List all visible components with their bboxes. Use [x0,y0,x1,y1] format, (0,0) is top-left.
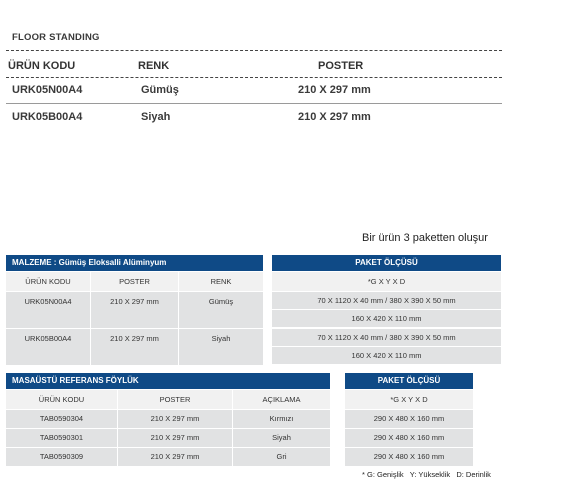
material-row-color: Gümüş [179,292,263,328]
material-col-header-code: ÜRÜN KODU [6,272,90,291]
section-title: FLOOR STANDING [12,32,100,43]
row-color: Siyah [141,111,171,123]
desktop-row-code: TAB0590301 [6,429,117,447]
divider [6,50,502,51]
package-size-row: 160 X 420 X 110 mm [272,347,501,364]
package-size-row: 70 X 1120 X 40 mm / 380 X 390 X 50 mm [272,292,501,309]
desktop-col-header-desc: AÇIKLAMA [233,390,330,409]
col-header-color: RENK [138,60,170,72]
row-divider [6,103,502,104]
desktop-row-poster: 210 X 297 mm [118,448,232,466]
desktop-row-code: TAB0590309 [6,448,117,466]
row-poster: 210 X 297 mm [298,84,371,96]
material-row-code: URK05N00A4 [6,292,90,328]
divider [6,77,502,78]
material-col-header-poster: POSTER [91,272,178,291]
material-row-poster: 210 X 297 mm [91,292,178,328]
desktop-row-desc: Siyah [233,429,330,447]
desktop-row-poster: 210 X 297 mm [118,410,232,428]
row-code: URK05N00A4 [12,84,83,96]
material-row-code: URK05B00A4 [6,329,90,365]
package-size-row: 290 X 480 X 160 mm [345,410,473,428]
row-code: URK05B00A4 [12,111,83,123]
col-header-poster: POSTER [318,60,364,72]
package-size-row: 290 X 480 X 160 mm [345,448,473,466]
desktop-table-title: MASAÜSTÜ REFERANS FÖYLÜK [6,373,330,389]
material-row-poster: 210 X 297 mm [91,329,178,365]
material-row-color: Siyah [179,329,263,365]
package-size-title: PAKET ÖLÇÜSÜ [272,255,501,271]
package-note: Bir ürün 3 paketten oluşur [362,232,488,244]
desktop-row-poster: 210 X 297 mm [118,429,232,447]
desktop-col-header-code: ÜRÜN KODU [6,390,117,409]
desktop-row-desc: Kırmızı [233,410,330,428]
material-table-title: MALZEME : Gümüş Eloksalli Alüminyum [6,255,263,271]
footnote: * G: Genişlik Y: Yükseklik D: Derinlik [362,470,491,479]
package-size-row: 290 X 480 X 160 mm [345,429,473,447]
package-size-subheader: *G X Y X D [345,390,473,409]
package-size-title: PAKET ÖLÇÜSÜ [345,373,473,389]
desktop-row-desc: Gri [233,448,330,466]
col-header-code: ÜRÜN KODU [8,60,76,72]
desktop-col-header-poster: POSTER [118,390,232,409]
package-size-subheader: *G X Y X D [272,272,501,291]
desktop-row-code: TAB0590304 [6,410,117,428]
package-size-row: 160 X 420 X 110 mm [272,310,501,327]
row-color: Gümüş [141,84,179,96]
package-size-row: 70 X 1120 X 40 mm / 380 X 390 X 50 mm [272,329,501,346]
row-poster: 210 X 297 mm [298,111,371,123]
material-col-header-color: RENK [179,272,263,291]
